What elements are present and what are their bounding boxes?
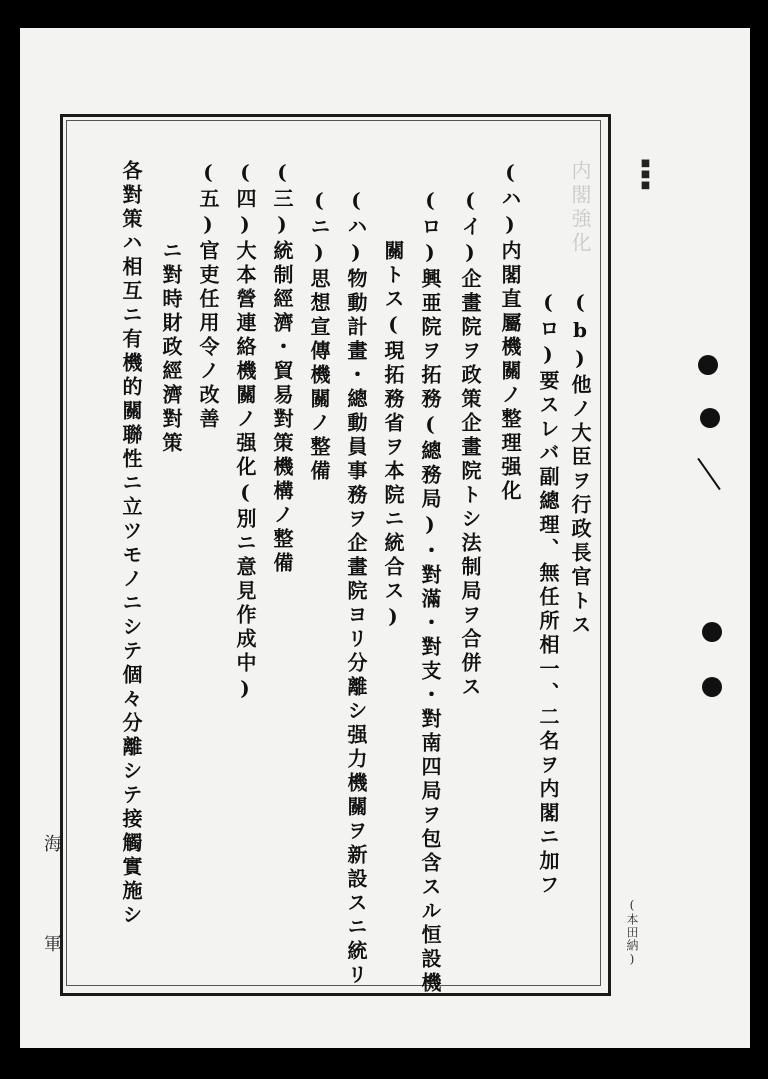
- text-column: (ロ)興亜院ヲ拓務(總務局)・對滿・對支・對南四局ヲ包含スル恒設機: [418, 188, 442, 996]
- margin-char-kai: 海: [44, 834, 62, 855]
- text-column: (ハ)内閣直屬機關ノ整理强化: [498, 160, 522, 504]
- text-column: ニ對時財政經濟對策: [159, 240, 183, 456]
- text-column: (イ)企畫院ヲ政策企畫院トシ法制局ヲ合併ス: [458, 188, 482, 700]
- margin-char-gun: 軍: [44, 934, 62, 955]
- text-column: (五)官吏任用令ノ改善: [196, 160, 220, 432]
- text-column: (ハ)物動計畫・總動員事務ヲ企畫院ヨリ分離シ强力機關ヲ新設スニ統リ: [344, 188, 368, 988]
- text-column: 各對策ハ相互ニ有機的關聯性ニ立ツモノニシテ個々分離シテ接觸實施シ: [119, 160, 143, 928]
- text-column: (三)統制經濟・貿易對策機構ノ整備: [270, 160, 294, 576]
- text-column: 關トス(現拓務省ヲ本院ニ統合ス): [381, 240, 405, 632]
- text-column: (四)大本營連絡機關ノ强化(別ニ意見作成中): [233, 160, 257, 704]
- text-column-b: (b)他ノ大臣ヲ行政長官トス: [568, 290, 592, 638]
- faint-text: 内閣強化: [568, 160, 592, 256]
- text-column-top: [567, 160, 593, 256]
- binding-hole: [702, 677, 722, 697]
- stamp: (本田納): [625, 898, 639, 967]
- text-column-c: (ロ)要スレバ副總理、無任所相一、二名ヲ内閣ニ加フ: [536, 290, 560, 898]
- binding-hole: [702, 622, 722, 642]
- top-mark: ■■■: [640, 158, 651, 191]
- binding-hole: [698, 355, 718, 375]
- text-column: (ニ)思想宣傳機關ノ整備: [307, 188, 331, 484]
- binding-hole: [700, 408, 720, 428]
